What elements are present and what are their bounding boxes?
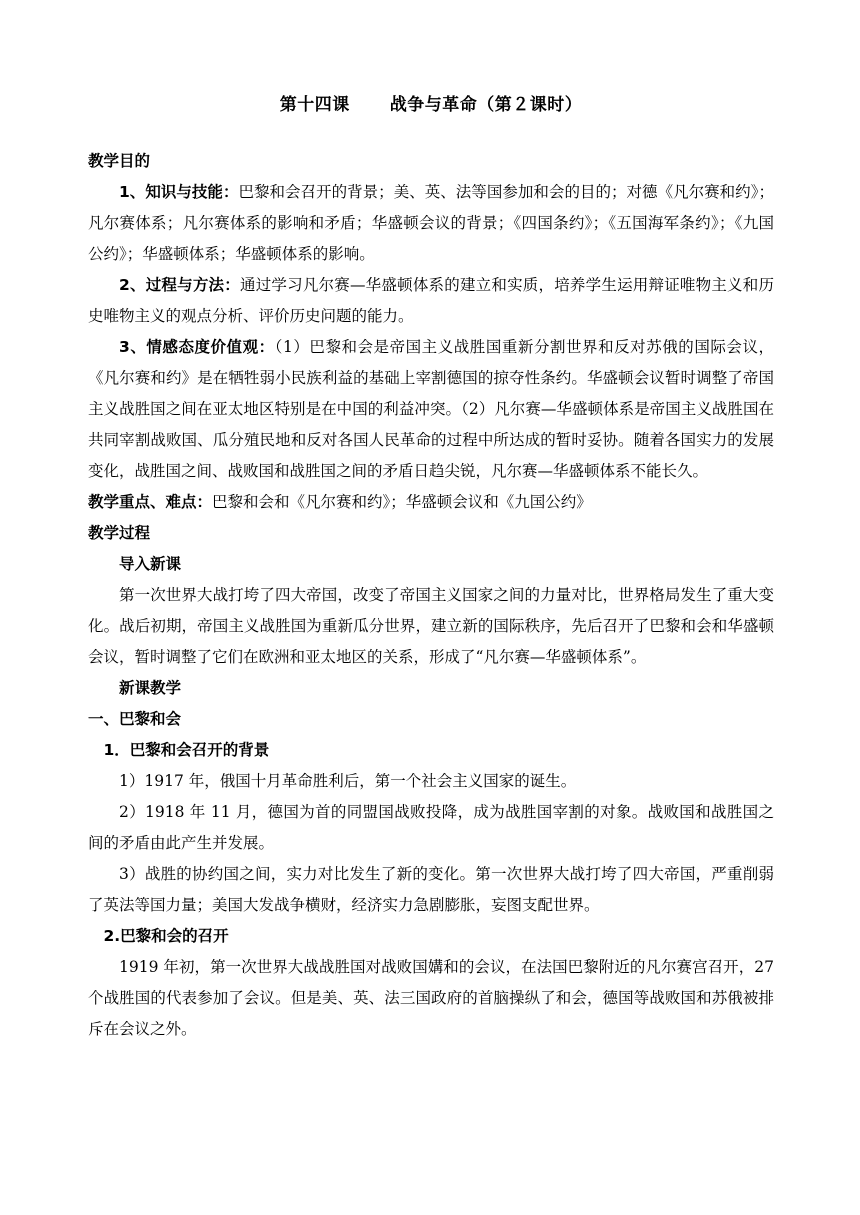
intro-heading: 导入新课 — [119, 555, 182, 573]
objectives-heading: 教学目的 — [88, 152, 151, 170]
section-1-sub-2-para-1: 1919 年初，第一次世界大战战胜国对战败国媾和的会议，在法国巴黎附近的凡尔赛宫召开，27 个战胜国的代表参加了会议。但是美、英、法三国政府的首脑操纵了和会，德国等战败国和苏俄被排斥在会议之外。 — [88, 958, 774, 1038]
lesson-name: 战争与革命（第２课时） — [389, 95, 583, 115]
section-1-sub-1-para-2: 2）1918 年 11 月，德国为首的同盟国战败投降，成为战胜国宰割的对象。战败国和战胜国之间的矛盾由此产生并发展。 — [88, 803, 774, 852]
objective-item-3 — [88, 332, 774, 487]
objective-label-3: 3、情感态度价值观： — [119, 338, 275, 356]
intro-text: 第一次世界大战打垮了四大帝国，改变了帝国主义国家之间的力量对比，世界格局发生了重大变化。战后初期，帝国主义战胜国为重新瓜分世界，建立新的国际秩序，先后召开了巴黎和会和华盛顿会议，暂时调整了它们在欧洲和亚太地区的关系，形成了“凡尔赛—华盛顿体系”。 — [88, 586, 774, 666]
document-page — [88, 88, 774, 1045]
key-points-text: 巴黎和会和《凡尔赛和约》；华盛顿会议和《九国公约》 — [212, 493, 592, 511]
process-heading: 教学过程 — [88, 524, 151, 542]
objective-label-2: 2、过程与方法： — [119, 276, 240, 294]
document-title — [88, 88, 774, 122]
objective-item-1 — [88, 177, 774, 270]
objective-text-3: （1）巴黎和会是帝国主义战胜国重新分割世界和反对苏俄的国际会议，《凡尔赛和约》是在牺牲弱小民族利益的基础上宰割德国的掠夺性条约。华盛顿会议暂时调整了帝国主义战胜国之间在亚太地区特别是在中国的利益冲突。（2）凡尔赛—华盛顿体系是帝国主义战胜国在共同宰割战败国、瓜分殖民地和反对各国人民革命的过程中所达成的暂时妥协。随着各国实力的发展变化，战胜国之间、战败国和战胜国之间的矛盾日趋尖锐，凡尔赛—华盛顿体系不能长久。 — [88, 338, 774, 480]
section-1-sub-1-para-3: 3）战胜的协约国之间，实力对比发生了新的变化。第一次世界大战打垮了四大帝国，严重削弱了英法等国力量；美国大发战争横财，经济实力急剧膨胀，妄图支配世界。 — [88, 865, 774, 914]
section-1-sub-1-heading: 1．巴黎和会召开的背景 — [103, 741, 270, 759]
section-1-heading: 一、巴黎和会 — [88, 710, 182, 728]
objective-label-1: 1、知识与技能： — [119, 183, 239, 201]
section-1-sub-2-heading: 2.巴黎和会的召开 — [103, 927, 229, 945]
section-1-sub-1-para-1: 1）1917 年，俄国十月革命胜利后，第一个社会主义国家的诞生。 — [119, 772, 577, 790]
new-lesson-heading: 新课教学 — [119, 679, 182, 697]
objective-text-2: 通过学习凡尔赛—华盛顿体系的建立和实质，培养学生运用辩证唯物主义和历史唯物主义的观点分析、评价历史问题的能力。 — [88, 276, 774, 325]
objective-item-2 — [88, 270, 774, 332]
key-points — [88, 487, 774, 518]
lesson-number: 第十四课 — [279, 95, 350, 115]
objective-text-1: 巴黎和会召开的背景；美、英、法等国参加和会的目的；对德《凡尔赛和约》；凡尔赛体系；凡尔赛体系的影响和矛盾；华盛顿会议的背景；《四国条约》；《五国海军条约》；《九国公约》；华盛顿体系；华盛顿体系的影响。 — [88, 183, 774, 263]
key-points-label: 教学重点、难点： — [88, 493, 213, 511]
